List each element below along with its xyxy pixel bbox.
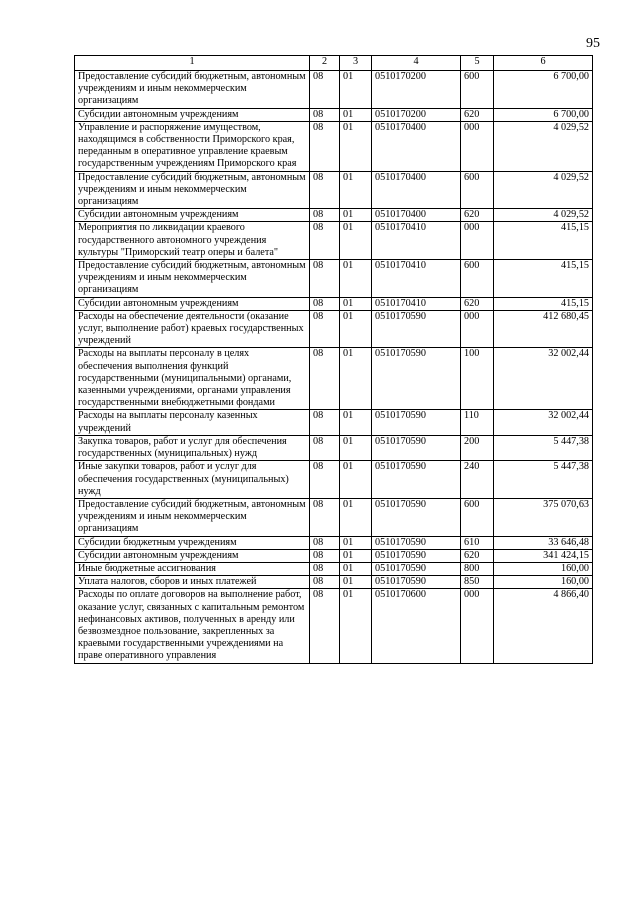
row-name-cell: Предоставление субсидий бюджетным, автономным учреждениям и иным некоммерческим организациям (75, 71, 310, 109)
subsection-cell: 01 (340, 310, 372, 348)
table-row (75, 310, 593, 348)
row-name-cell: Управление и распоряжение имуществом, находящимся в собственности Приморского края, переданным в оперативное управление краевым государственным учреждениям Приморского края (75, 121, 310, 171)
expense-type-cell: 620 (461, 297, 494, 310)
row-name-cell: Расходы на обеспечение деятельности (оказание услуг, выполнение работ) краевых государственных учреждений (75, 310, 310, 348)
amount-cell: 4 866,40 (494, 589, 593, 663)
page-number: 95 (586, 36, 600, 51)
target-code-cell: 0510170400 (372, 121, 461, 171)
row-name-cell: Субсидии автономным учреждениям (75, 108, 310, 121)
amount-cell: 375 070,63 (494, 498, 593, 536)
amount-cell: 5 447,38 (494, 435, 593, 460)
table-row (75, 121, 593, 171)
amount-cell: 32 002,44 (494, 348, 593, 410)
target-code-cell: 0510170410 (372, 297, 461, 310)
row-name-cell: Предоставление субсидий бюджетным, автономным учреждениям и иным некоммерческим организациям (75, 260, 310, 298)
row-name-cell: Предоставление субсидий бюджетным, автономным учреждениям и иным некоммерческим организациям (75, 171, 310, 209)
budget-table (74, 55, 593, 664)
amount-cell: 33 646,48 (494, 536, 593, 549)
section-cell: 08 (310, 108, 340, 121)
table-row (75, 536, 593, 549)
expense-type-cell: 850 (461, 576, 494, 589)
amount-cell: 160,00 (494, 562, 593, 575)
subsection-cell: 01 (340, 498, 372, 536)
table-row (75, 297, 593, 310)
expense-type-cell: 800 (461, 562, 494, 575)
section-cell: 08 (310, 498, 340, 536)
expense-type-cell: 000 (461, 589, 494, 663)
target-code-cell: 0510170590 (372, 461, 461, 499)
expense-type-cell: 600 (461, 260, 494, 298)
expense-type-cell: 620 (461, 108, 494, 121)
subsection-cell: 01 (340, 121, 372, 171)
row-name-cell: Расходы на выплаты персоналу казенных учреждений (75, 410, 310, 435)
amount-cell: 341 424,15 (494, 549, 593, 562)
section-cell: 08 (310, 209, 340, 222)
table-row (75, 562, 593, 575)
table-row (75, 260, 593, 298)
row-name-cell: Расходы по оплате договоров на выполнение работ, оказание услуг, связанных с капитальным ремонтом нефинансовых активов, полученных в аренду или безвозмездное пользование, закрепленных за краевыми государственными учреждениями на праве оперативного управления (75, 589, 310, 663)
row-name-cell: Мероприятия по ликвидации краевого государственного автономного учреждения культуры "Приморский театр оперы и балета" (75, 222, 310, 260)
section-cell: 08 (310, 461, 340, 499)
subsection-cell: 01 (340, 108, 372, 121)
row-name-cell: Расходы на выплаты персоналу в целях обеспечения выполнения функций государственными (муниципальными) органами, казенными учреждениями, органами управления государственными внебюджетными фондами (75, 348, 310, 410)
section-cell: 08 (310, 222, 340, 260)
amount-cell: 415,15 (494, 260, 593, 298)
subsection-cell: 01 (340, 562, 372, 575)
target-code-cell: 0510170590 (372, 310, 461, 348)
section-cell: 08 (310, 589, 340, 663)
amount-cell: 412 680,45 (494, 310, 593, 348)
section-cell: 08 (310, 576, 340, 589)
table-row (75, 576, 593, 589)
subsection-cell: 01 (340, 549, 372, 562)
target-code-cell: 0510170410 (372, 222, 461, 260)
amount-cell: 160,00 (494, 576, 593, 589)
subsection-cell: 01 (340, 222, 372, 260)
target-code-cell: 0510170590 (372, 562, 461, 575)
expense-type-cell: 620 (461, 209, 494, 222)
section-cell: 08 (310, 71, 340, 109)
expense-type-cell: 000 (461, 222, 494, 260)
row-name-cell: Субсидии автономным учреждениям (75, 209, 310, 222)
section-cell: 08 (310, 310, 340, 348)
column-header: 2 (310, 56, 340, 71)
subsection-cell: 01 (340, 461, 372, 499)
row-name-cell: Уплата налогов, сборов и иных платежей (75, 576, 310, 589)
amount-cell: 32 002,44 (494, 410, 593, 435)
column-header: 5 (461, 56, 494, 71)
subsection-cell: 01 (340, 71, 372, 109)
section-cell: 08 (310, 562, 340, 575)
subsection-cell: 01 (340, 297, 372, 310)
expense-type-cell: 600 (461, 71, 494, 109)
section-cell: 08 (310, 410, 340, 435)
column-header: 3 (340, 56, 372, 71)
section-cell: 08 (310, 121, 340, 171)
target-code-cell: 0510170200 (372, 108, 461, 121)
column-header: 1 (75, 56, 310, 71)
subsection-cell: 01 (340, 209, 372, 222)
expense-type-cell: 600 (461, 171, 494, 209)
target-code-cell: 0510170400 (372, 209, 461, 222)
target-code-cell: 0510170590 (372, 576, 461, 589)
table-row (75, 549, 593, 562)
row-name-cell: Иные бюджетные ассигнования (75, 562, 310, 575)
table-row (75, 222, 593, 260)
subsection-cell: 01 (340, 536, 372, 549)
column-header: 4 (372, 56, 461, 71)
subsection-cell: 01 (340, 171, 372, 209)
target-code-cell: 0510170590 (372, 498, 461, 536)
amount-cell: 6 700,00 (494, 71, 593, 109)
expense-type-cell: 610 (461, 536, 494, 549)
target-code-cell: 0510170200 (372, 71, 461, 109)
row-name-cell: Иные закупки товаров, работ и услуг для обеспечения государственных (муниципальных) нужд (75, 461, 310, 499)
subsection-cell: 01 (340, 260, 372, 298)
expense-type-cell: 240 (461, 461, 494, 499)
amount-cell: 6 700,00 (494, 108, 593, 121)
target-code-cell: 0510170590 (372, 410, 461, 435)
target-code-cell: 0510170410 (372, 260, 461, 298)
table-row (75, 71, 593, 109)
subsection-cell: 01 (340, 410, 372, 435)
row-name-cell: Предоставление субсидий бюджетным, автономным учреждениям и иным некоммерческим организациям (75, 498, 310, 536)
table-row (75, 435, 593, 460)
expense-type-cell: 600 (461, 498, 494, 536)
expense-type-cell: 000 (461, 121, 494, 171)
expense-type-cell: 200 (461, 435, 494, 460)
table-row (75, 461, 593, 499)
table-row (75, 498, 593, 536)
table-row (75, 108, 593, 121)
section-cell: 08 (310, 260, 340, 298)
amount-cell: 415,15 (494, 297, 593, 310)
target-code-cell: 0510170590 (372, 536, 461, 549)
row-name-cell: Субсидии бюджетным учреждениям (75, 536, 310, 549)
subsection-cell: 01 (340, 348, 372, 410)
amount-cell: 4 029,52 (494, 171, 593, 209)
column-header: 6 (494, 56, 593, 71)
expense-type-cell: 620 (461, 549, 494, 562)
expense-type-cell: 110 (461, 410, 494, 435)
table-row (75, 209, 593, 222)
row-name-cell: Субсидии автономным учреждениям (75, 297, 310, 310)
target-code-cell: 0510170400 (372, 171, 461, 209)
expense-type-cell: 000 (461, 310, 494, 348)
amount-cell: 5 447,38 (494, 461, 593, 499)
target-code-cell: 0510170590 (372, 348, 461, 410)
table-row (75, 410, 593, 435)
target-code-cell: 0510170590 (372, 549, 461, 562)
section-cell: 08 (310, 536, 340, 549)
section-cell: 08 (310, 297, 340, 310)
table-row (75, 589, 593, 663)
target-code-cell: 0510170600 (372, 589, 461, 663)
subsection-cell: 01 (340, 589, 372, 663)
amount-cell: 4 029,52 (494, 209, 593, 222)
section-cell: 08 (310, 171, 340, 209)
expense-type-cell: 100 (461, 348, 494, 410)
amount-cell: 415,15 (494, 222, 593, 260)
section-cell: 08 (310, 549, 340, 562)
subsection-cell: 01 (340, 435, 372, 460)
table-row (75, 171, 593, 209)
row-name-cell: Субсидии автономным учреждениям (75, 549, 310, 562)
row-name-cell: Закупка товаров, работ и услуг для обеспечения государственных (муниципальных) нужд (75, 435, 310, 460)
section-cell: 08 (310, 348, 340, 410)
target-code-cell: 0510170590 (372, 435, 461, 460)
subsection-cell: 01 (340, 576, 372, 589)
table-row (75, 348, 593, 410)
section-cell: 08 (310, 435, 340, 460)
header-row (75, 56, 593, 71)
amount-cell: 4 029,52 (494, 121, 593, 171)
